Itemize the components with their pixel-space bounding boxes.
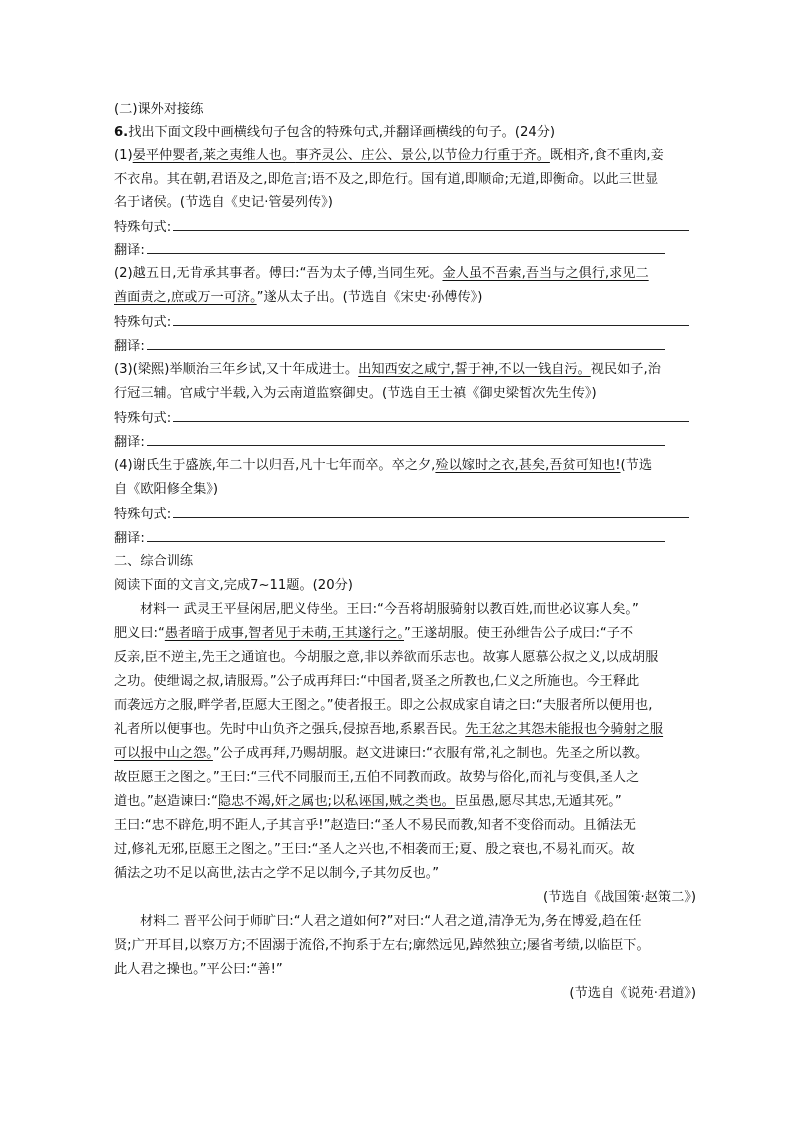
- answer-blank[interactable]: [173, 409, 689, 422]
- material-1-line: 反亲,臣不逆主,先王之通谊也。今胡服之意,非以养欲而乐志也。故寡人愿慕公叔之义,以成胡服: [114, 650, 659, 665]
- material-1-line: 材料一 武灵王平昼闲居,肥义侍坐。王曰:“今吾将胡服骑射以教百姓,而世必议寡人矣。”: [140, 602, 639, 617]
- material-2-line: 材料二 晋平公问于师旷曰:“人君之道如何?”对曰:“人君之道,清净无为,务在博爱,趋在任: [140, 914, 642, 929]
- underlined-sentence: 先王忿之其怨未能报也今骑射之服: [465, 722, 664, 737]
- passage-2-line-2: [114, 289, 694, 307]
- part-2-heading: 二、综合训练: [114, 554, 194, 569]
- passage-1-label: (1): [114, 148, 133, 163]
- underlined-sentence: 事齐灵公、庄公、景公,以节俭力行重于齐。: [295, 148, 550, 163]
- answer-blank[interactable]: [147, 241, 665, 254]
- passage-text: 既相齐,食不重肉,妾: [549, 148, 664, 163]
- answer-blank[interactable]: [173, 505, 689, 518]
- answer-line-translate: [114, 241, 694, 260]
- passage-3-line-2: 行冠三辅。官咸宁半载,入为云南道监察御史。(节选自王士禛《御史梁皙次先生传》): [114, 386, 597, 401]
- passage-1-line-2: 不衣帛。其在朝,君语及之,即危言;语不及之,即危行。国有道,即顺命;无道,即衡命。以此三世显: [114, 172, 659, 187]
- special-form-label: 特殊句式:: [114, 507, 172, 522]
- answer-blank[interactable]: [147, 337, 665, 350]
- passage-text: 臣虽愚,愿尽其忠,无遁其死。”: [454, 794, 622, 809]
- answer-line-translate: [114, 529, 694, 548]
- translate-label: 翻译:: [114, 339, 145, 354]
- material-2-line: 贤;广开耳目,以察万方;不固溺于流俗,不拘系于左右;廓然远见,踔然独立;屡省考绩,以临臣下。: [114, 938, 650, 953]
- special-form-label: 特殊句式:: [114, 315, 172, 330]
- passage-1-line-3: 名于诸侯。(节选自《史记·管晏列传》): [114, 195, 333, 210]
- material-1-line: [114, 625, 694, 643]
- material-1-line: 故臣愿王之图之。”王曰:“三代不同服而王,五伯不同教而政。故势与俗化,而礼与变俱,圣人之: [114, 770, 640, 785]
- material-1-line: [114, 745, 694, 763]
- underlined-sentence: 隐忠不竭,奸之属也;以私诬国,贼之类也。: [217, 794, 455, 809]
- material-2-source: (节选自《说苑·君道》): [569, 986, 696, 1001]
- answer-line-special: [114, 409, 694, 428]
- question-text: 找出下面文段中画横线句子包含的特殊句式,并翻译画横线的句子。(24分): [128, 125, 556, 140]
- passage-4-line-1: [114, 457, 694, 475]
- material-1-line: [114, 793, 694, 811]
- passage-text: (4)谢氏生于盛族,年二十以归吾,凡十七年而卒。卒之夕,: [114, 458, 436, 473]
- answer-blank[interactable]: [173, 218, 689, 231]
- passage-text: 视民如子,治: [590, 362, 661, 377]
- answer-blank[interactable]: [173, 313, 689, 326]
- answer-blank[interactable]: [147, 529, 665, 542]
- answer-line-translate: [114, 337, 694, 356]
- passage-3-line-1: [114, 361, 694, 379]
- passage-text: (2)越五日,无肯承其事者。傅曰:“吾为太子傅,当同生死。: [114, 266, 443, 281]
- translate-label: 翻译:: [114, 531, 145, 546]
- material-1-source: (节选自《战国策·赵策二》): [543, 890, 696, 905]
- material-1-line: 而袭远方之服,畔学者,臣愿大王图之。”使者报王。即之公叔成家自请之曰:“夫服者所以便用也,: [114, 698, 653, 713]
- underlined-sentence: 晏平仲婴者,莱之夷维人也。: [132, 148, 296, 163]
- material-1-line: [114, 721, 694, 739]
- material-1-line: 王曰:“忠不辟危,明不距人,子其言乎!”赵造曰:“圣人不易民而教,知者不变俗而动。且循法无: [114, 818, 636, 833]
- underlined-sentence: 殓以嫁时之衣,甚矣,吾贫可知也!: [435, 458, 621, 473]
- underlined-sentence: 可以报中山之怨。: [114, 746, 213, 761]
- passage-text: ”遂从太子出。(节选自《宋史·孙傅传》): [256, 290, 483, 305]
- material-1-line: 之功。使绁谒之叔,请服焉。”公子成再拜曰:“中国者,贤圣之所教也,仁义之所施也。今王释此: [114, 674, 640, 689]
- answer-line-special: [114, 505, 694, 524]
- underlined-sentence: 金人虽不吾索,吾当与之俱行,求见二: [442, 266, 649, 281]
- special-form-label: 特殊句式:: [114, 220, 172, 235]
- underlined-sentence: 愚者暗于成事,智者见于未萌,王其遂行之。: [164, 626, 405, 641]
- answer-line-special: [114, 218, 694, 237]
- passage-text: 道也。”赵造谏曰:“: [114, 794, 218, 809]
- special-form-label: 特殊句式:: [114, 411, 172, 426]
- passage-4-line-2: 自《欧阳修全集》): [114, 482, 219, 497]
- material-1-line: 循法之功不足以高世,法古之学不足以制今,子其勿反也。”: [114, 866, 440, 881]
- section-heading: (二)课外对接练: [114, 102, 204, 117]
- passage-text: 礼者所以便事也。先时中山负齐之强兵,侵掠吾地,系累吾民。: [114, 722, 466, 737]
- translate-label: 翻译:: [114, 243, 145, 258]
- passage-text: ”王遂胡服。使王孙绁告公子成曰:“子不: [404, 626, 634, 641]
- material-1-line: 过,修礼无邪,臣愿王之图之。”王曰:“圣人之兴也,不相袭而王;夏、殷之衰也,不易礼而灭。故: [114, 842, 635, 857]
- part-2-intro: 阅读下面的文言文,完成7~11题。(20分): [114, 578, 353, 593]
- passage-text: ”公子成再拜,乃赐胡服。赵文进谏曰:“衣服有常,礼之制也。先圣之所以教。: [212, 746, 649, 761]
- answer-line-translate: [114, 433, 694, 452]
- passage-text: 肥义曰:“: [114, 626, 165, 641]
- underlined-sentence: 酋面责之,庶或万一可济。: [114, 290, 257, 305]
- answer-line-special: [114, 313, 694, 332]
- passage-2-line-1: [114, 265, 694, 283]
- answer-blank[interactable]: [147, 433, 665, 446]
- underlined-sentence: 出知西安之咸宁,誓于神,不以一钱自污。: [358, 362, 591, 377]
- material-2-line: 此人君之操也。”平公曰:“善!”: [114, 962, 283, 977]
- question-6-stem: [114, 124, 694, 142]
- question-number: 6.: [114, 125, 129, 140]
- passage-text: (3)(梁熙)举顺治三年乡试,又十年成进士。: [114, 362, 359, 377]
- passage-1-line-1: [114, 147, 694, 165]
- translate-label: 翻译:: [114, 435, 145, 450]
- passage-text: (节选: [620, 458, 653, 473]
